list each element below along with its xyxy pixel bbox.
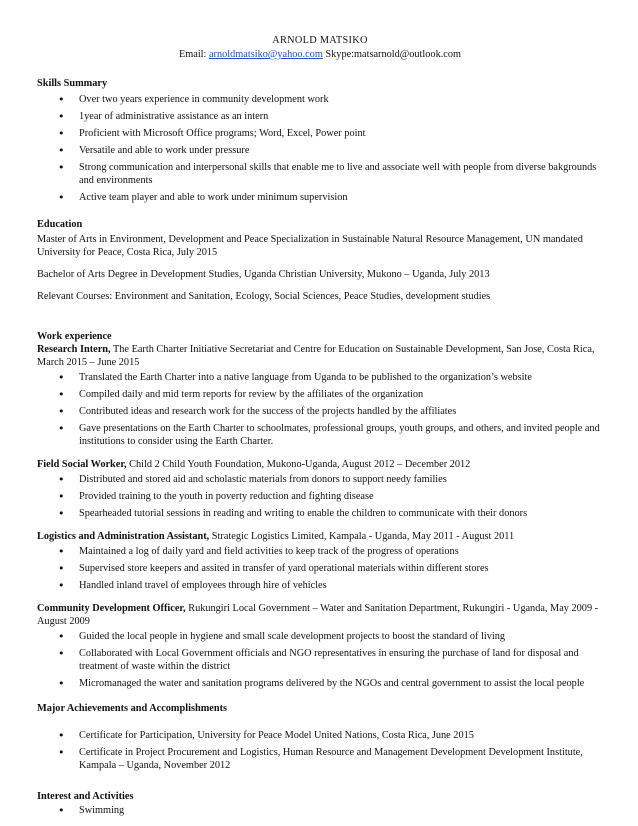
job-role: Logistics and Administration Assistant,	[37, 531, 210, 542]
skype-handle: Skype:matsarnold@outlook.com	[325, 49, 462, 60]
list-item: • Certificate for Participation, University for Peace Model United Nations, Costa Rica, June 2015	[37, 729, 603, 742]
candidate-name: ARNOLD MATSIKO	[272, 35, 368, 46]
list-item: • Guided the local people in hygiene and small scale development projects to boost the standard of living	[37, 630, 603, 643]
job-org: Rukungiri Local Government – Water and Sanitation Department, Rukungiri - Uganda, May 2009 - August 2009	[37, 603, 599, 627]
list-item: • Active team player and able to work under minimum supervision	[37, 191, 603, 204]
job-duties-list	[37, 545, 603, 592]
job-duties-list	[37, 371, 603, 448]
list-item: • Spearheaded tutorial sessions in reading and writing to enable the children to communicate with their donors	[37, 507, 603, 520]
list-item: • Gave presentations on the Earth Charter to schoolmates, professional groups, youth groups, and others, and invited people and institutions to consider using the Earth Charter.	[37, 422, 603, 448]
job-entry-field-social-worker	[37, 458, 603, 471]
list-item: • Strong communication and interpersonal skills that enable me to live and associate well with people from diverse bakgrounds and environments	[37, 161, 603, 187]
resume-page	[37, 34, 603, 821]
job-org: Strategic Logistics Limited, Kampala - Uganda, May 2011 - August 2011	[209, 531, 515, 542]
skills-heading: Skills Summary	[37, 78, 108, 89]
list-item: • Versatile and able to work under pressure	[37, 144, 603, 157]
list-item: • Translated the Earth Charter into a native language from Uganda to be published to the organization’s website	[37, 371, 603, 384]
list-item: • Handled inland travel of employees through hire of vehicles	[37, 579, 603, 592]
interests-heading: Interest and Activities	[37, 791, 134, 802]
education-heading: Education	[37, 219, 83, 230]
job-entry-community-development-officer	[37, 602, 603, 628]
list-item: • Micromanaged the water and sanitation programs delivered by the NGOs and central government to assist the local people	[37, 677, 603, 690]
list-item: • Maintained a log of daily yard and field activities to keep track of the progress of operations	[37, 545, 603, 558]
education-bachelors: Bachelor of Arts Degree in Development Studies, Uganda Christian University, Mukono – Uganda, July 2013	[37, 269, 490, 280]
list-item: • Certificate in Project Procurement and Logistics, Human Resource and Management Development Development Institute, Kampala – Uganda, November 2012	[37, 746, 603, 772]
email-link[interactable]: arnoldmatsiko@yahoo.com	[208, 49, 323, 60]
list-item: • Supervised store keepers and assited in transfer of yard operational materials within different stores	[37, 562, 603, 575]
list-item: • Proficient with Microsoft Office programs; Word, Excel, Power point	[37, 127, 603, 140]
job-role: Community Development Officer,	[37, 603, 186, 614]
job-role: Research Intern,	[37, 344, 111, 355]
list-item: • Provided training to the youth in poverty reduction and fighting disease	[37, 490, 603, 503]
job-org: The Earth Charter Initiative Secretariat and Centre for Education on Sustainable Development, San Jose, Costa Rica, March 2015 – June 2015	[37, 344, 595, 368]
job-duties-list	[37, 630, 603, 690]
email-label: Email:	[178, 49, 207, 60]
job-entry-research-intern	[37, 343, 603, 369]
list-item: • 1year of administrative assistance as an intern	[37, 110, 603, 123]
skills-list	[37, 93, 603, 204]
achievements-heading: Major Achievements and Accomplishments	[37, 703, 228, 714]
list-item: • Collaborated with Local Government officials and NGO representatives in ensuring the purchase of land for disposal and treatment of waste within the district	[37, 647, 603, 673]
contact-line	[37, 48, 603, 62]
education-masters: Master of Arts in Environment, Development and Peace Specialization in Sustainable Natural Resource Management, UN mandated University for Peace, Costa Rica, July 2015	[37, 234, 583, 258]
work-heading: Work experience	[37, 331, 112, 342]
achievements-list	[37, 729, 603, 772]
interests-list	[37, 804, 603, 817]
list-item: • Compiled daily and mid term reports for review by the affiliates of the organization	[37, 388, 603, 401]
list-item: • Distributed and stored aid and scholastic materials from donors to support needy families	[37, 473, 603, 486]
job-role: Field Social Worker,	[37, 459, 127, 470]
job-duties-list	[37, 473, 603, 520]
job-entry-logistics-assistant	[37, 530, 603, 543]
job-org: Child 2 Child Youth Foundation, Mukono-Uganda, August 2012 – December 2012	[126, 459, 471, 470]
education-courses: Relevant Courses: Environment and Sanitation, Ecology, Social Sciences, Peace Studies, development studies	[37, 291, 491, 302]
list-item: • Over two years experience in community development work	[37, 93, 603, 106]
list-item: • Contributed ideas and research work for the success of the projects handled by the affiliates	[37, 405, 603, 418]
list-item: • Swimming	[37, 804, 603, 817]
